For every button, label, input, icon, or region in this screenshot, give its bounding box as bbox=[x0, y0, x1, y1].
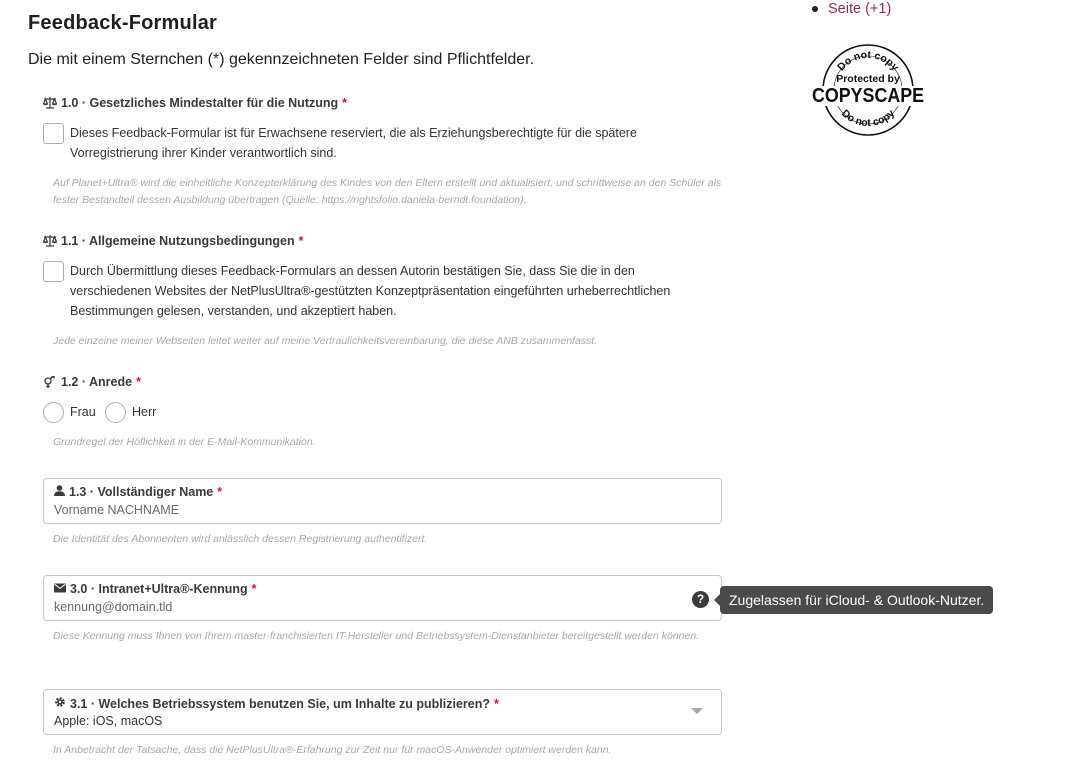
copyscape-seal-logo[interactable] bbox=[810, 42, 926, 138]
radio-herr-label[interactable]: Herr bbox=[132, 405, 157, 419]
login-tooltip: Zugelassen für iCloud- & Outlook-Nutzer. bbox=[720, 586, 993, 614]
age-hint: Auf Planet+Ultra® wird die einheitliche Konzepterklärung des Kindes von den Eltern erstellt und aktualisiert, und schrittweise an den Schüler als fester Bestandteil dessen Ausbildung übertragen (Quelle: https://rightsfolio.daniela-berndt.foundation). bbox=[53, 177, 722, 206]
balance-scale-icon bbox=[43, 97, 57, 109]
login-label-text: 3.0 · Intranet+Ultra®-Kennung bbox=[70, 582, 248, 596]
form-subtitle: Die mit einem Sternchen (*) gekennzeichneten Felder sind Pflichtfelder. bbox=[28, 51, 535, 68]
login-field[interactable] bbox=[43, 575, 722, 621]
salutation-hint: Grundregel der Höflichkeit in der E-Mail-Kommunikation. bbox=[53, 436, 316, 448]
radio-frau-label[interactable]: Frau bbox=[70, 405, 96, 419]
user-icon bbox=[54, 485, 65, 499]
balance-scale-icon bbox=[43, 235, 57, 247]
os-label-text: 3.1 · Welches Betriebssystem benutzen Sie, um Inhalte zu publizieren? bbox=[70, 696, 491, 711]
required-marker: * bbox=[342, 96, 348, 110]
login-input[interactable] bbox=[54, 600, 654, 614]
pages-link[interactable]: Seite (+1) bbox=[828, 1, 892, 17]
terms-checkbox[interactable] bbox=[43, 261, 64, 282]
os-selected-value[interactable]: Apple: iOS, macOS bbox=[54, 714, 163, 728]
required-marker: * bbox=[217, 485, 223, 499]
bullet-icon bbox=[812, 6, 818, 12]
terms-section-label bbox=[43, 234, 303, 248]
required-marker: * bbox=[494, 696, 499, 711]
gear-icon bbox=[54, 696, 66, 711]
age-checkbox-text: Dieses Feedback-Formular ist für Erwachsene reserviert, die als Erziehungsberechtigte für die spätere Vorregistrierung ihrer Kinder verantwortlich sind. bbox=[70, 126, 637, 160]
help-icon[interactable]: ? bbox=[692, 591, 709, 608]
required-marker: * bbox=[136, 375, 141, 389]
age-checkbox[interactable] bbox=[43, 123, 64, 144]
name-field-label bbox=[54, 485, 222, 499]
login-hint: Diese Kennung muss Ihnen von Ihrem master-franchisierten IT-Hersteller und Betriebssystem-Dienstanbieter bereitgestellt werden können. bbox=[53, 630, 700, 642]
os-select[interactable] bbox=[43, 689, 722, 735]
name-input[interactable] bbox=[54, 503, 654, 517]
age-section-label bbox=[43, 96, 347, 110]
name-label-text: 1.3 · Vollständiger Name bbox=[69, 485, 214, 499]
required-marker: * bbox=[298, 234, 304, 248]
age-label-text: 1.0 · Gesetzliches Mindestalter für die Nutzung bbox=[61, 96, 339, 110]
svg-text:Do not copy: Do not copy bbox=[835, 48, 901, 74]
required-marker: * bbox=[251, 582, 257, 596]
terms-label-text: 1.1 · Allgemeine Nutzungsbedingungen bbox=[61, 234, 295, 248]
svg-text:Do not copy: Do not copy bbox=[838, 107, 898, 130]
salutation-label-text: 1.2 · Anrede bbox=[61, 375, 133, 389]
os-field-label bbox=[54, 696, 499, 711]
radio-herr[interactable] bbox=[105, 402, 126, 423]
page-list bbox=[812, 1, 891, 17]
page-list-item bbox=[812, 1, 891, 17]
name-field[interactable] bbox=[43, 478, 722, 524]
terms-checkbox-text: Durch Übermittlung dieses Feedback-Formulars an dessen Autorin bestätigen Sie, dass Sie die in den verschiedenen Websites der NetPlusUltra®-gestützten Konzeptpräsentation eingeführten urheberrechtlichen Bestimmungen gelesen, verstanden, und akzeptiert haben. bbox=[70, 264, 671, 318]
salutation-section-label bbox=[43, 375, 141, 389]
envelope-icon bbox=[54, 582, 66, 596]
svg-text:COPYSCAPE: COPYSCAPE bbox=[812, 85, 924, 107]
svg-text:Protected by: Protected by bbox=[836, 73, 900, 85]
form-title: Feedback-Formular bbox=[28, 12, 218, 34]
radio-frau[interactable] bbox=[43, 402, 64, 423]
os-hint: In Anbetracht der Tatsache, dass die NetPlusUltra®-Erfahrung zur Zeit nur für macOS-Anwender optimiert werden kann. bbox=[53, 744, 612, 756]
name-hint: Die Identität des Abonnenten wird anlässlich dessen Registrierung authentifizert. bbox=[53, 533, 428, 545]
gender-icon bbox=[43, 376, 57, 388]
chevron-down-icon[interactable] bbox=[691, 708, 703, 714]
login-field-label bbox=[54, 582, 257, 596]
terms-hint: Jede einzeine meiner Webseiten leitet weiter auf meine Vertraulichkeitsvereinbarung, die diese ANB zusammenfasst. bbox=[53, 335, 598, 347]
